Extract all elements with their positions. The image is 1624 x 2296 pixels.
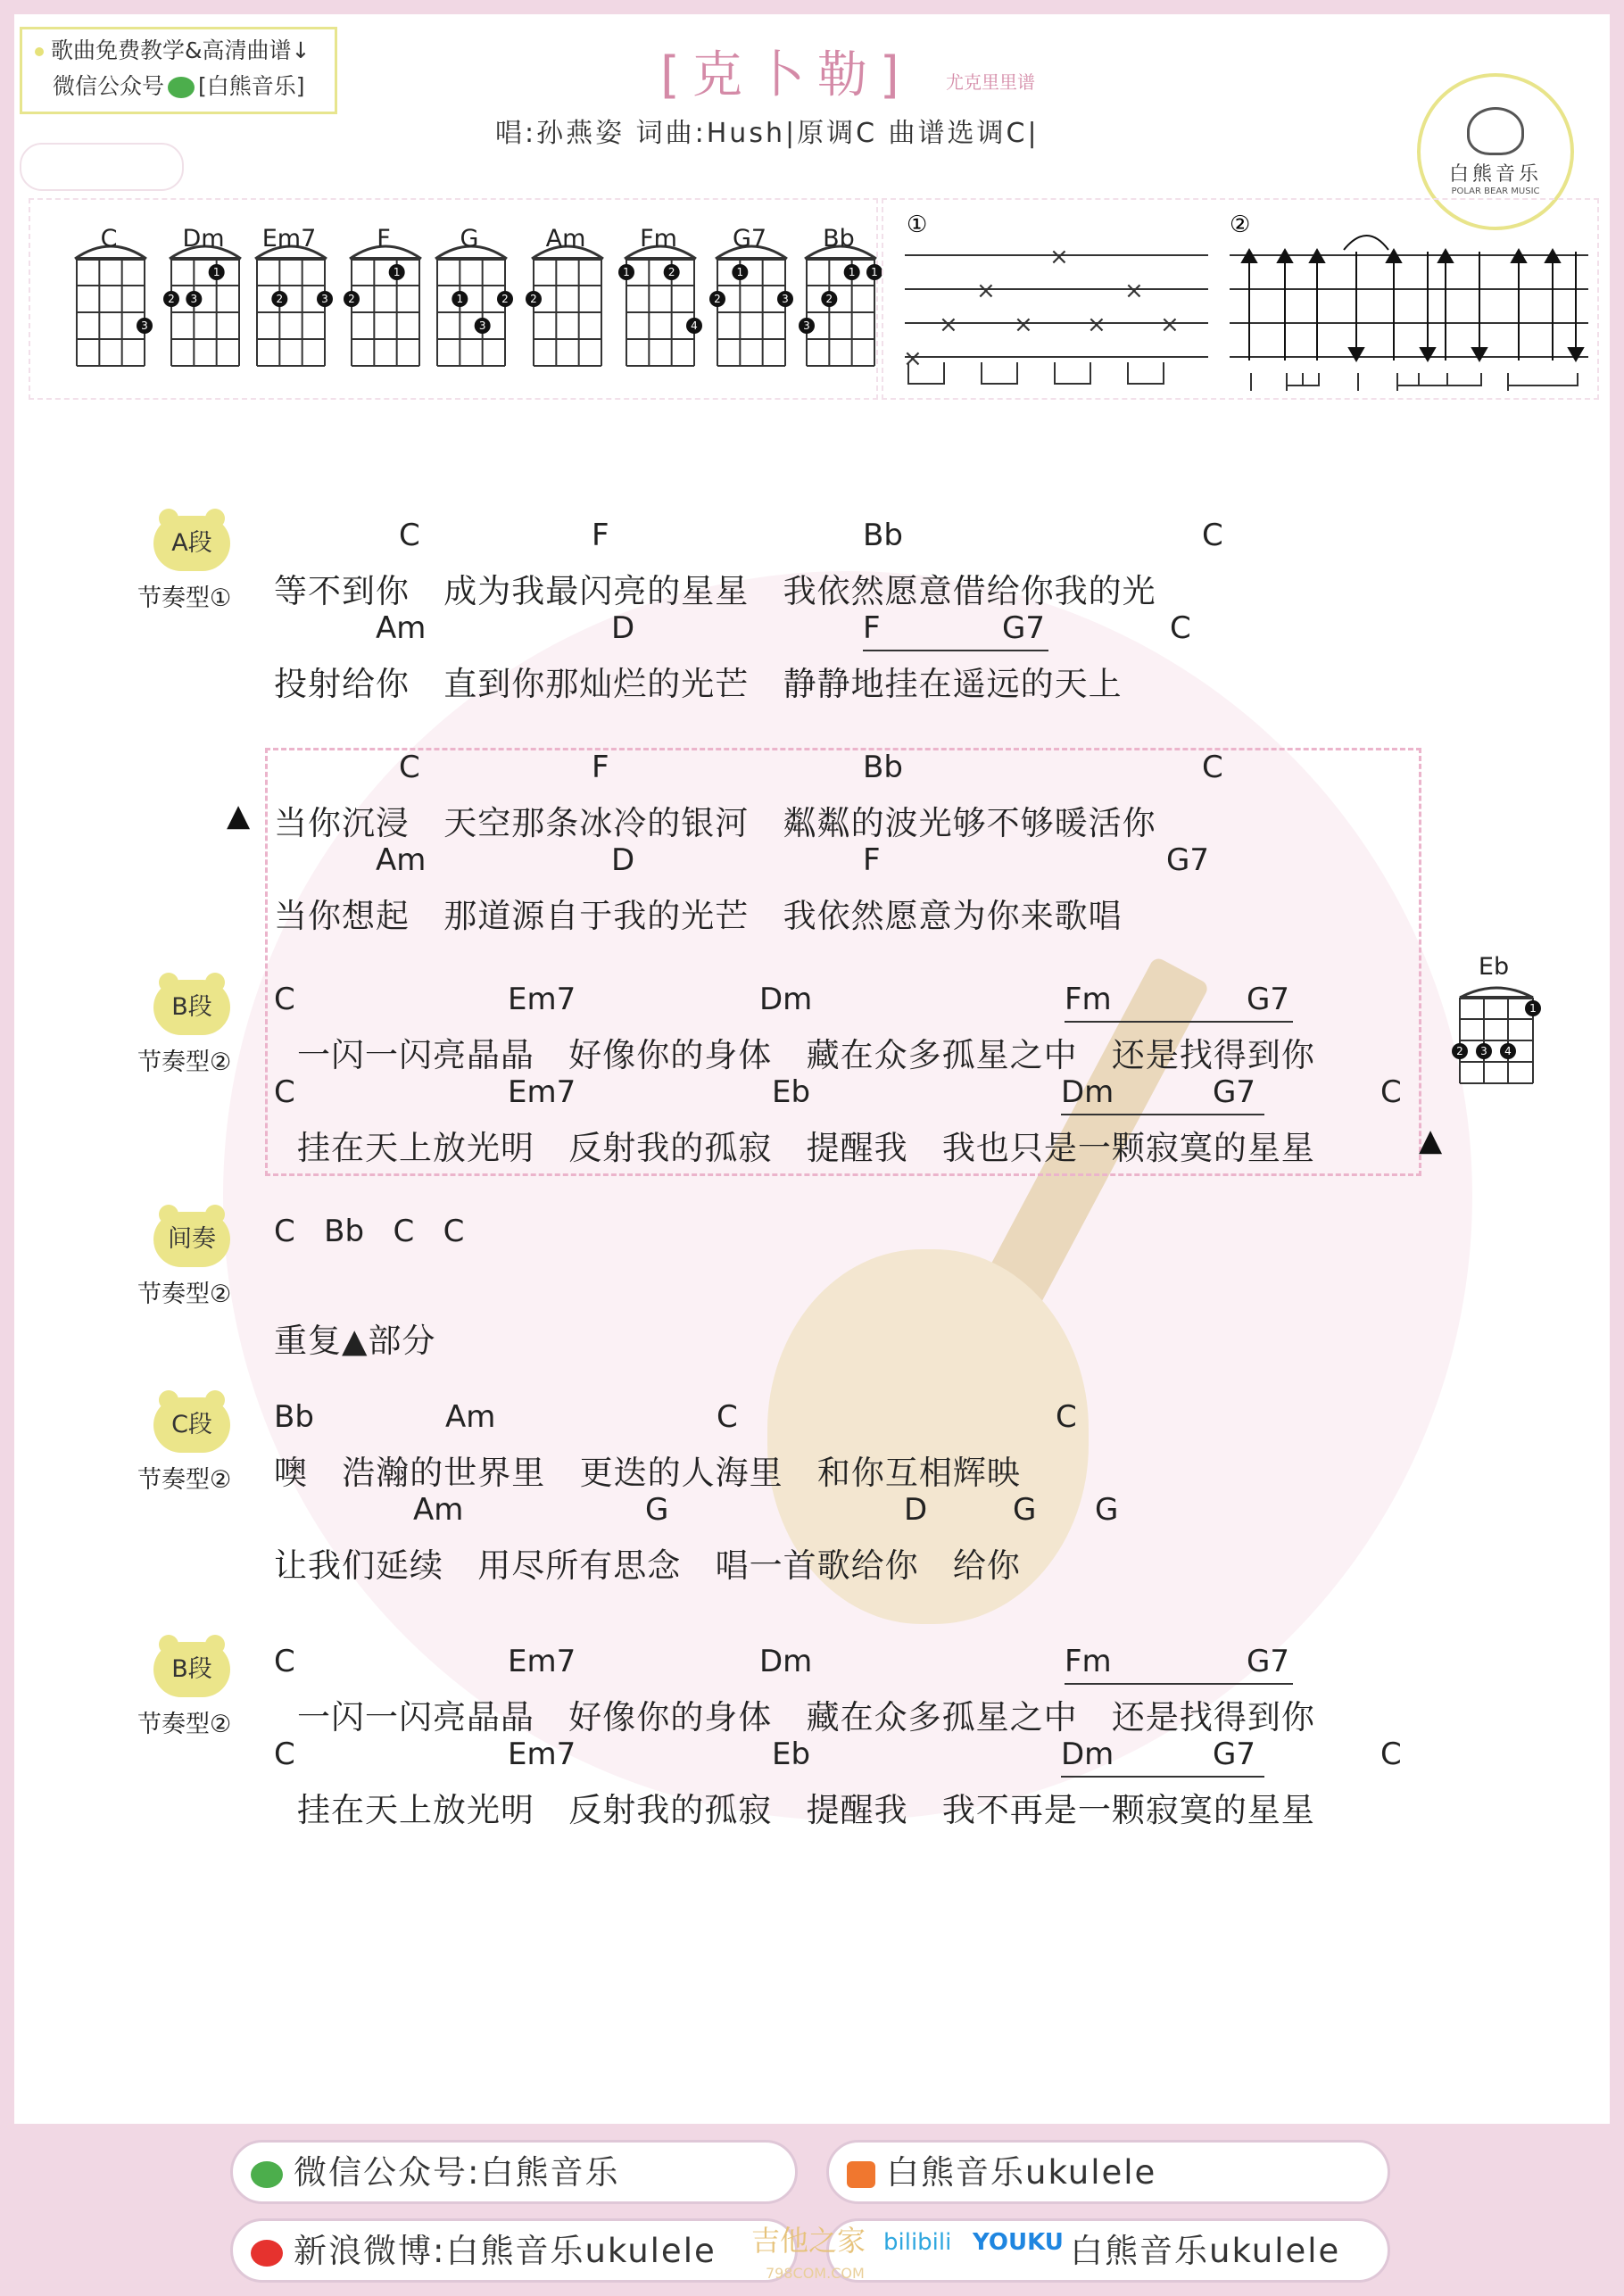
chord-diagram-c	[75, 246, 153, 366]
site-watermark: 吉他之家	[751, 2224, 866, 2258]
side-chord-name: Eb	[1478, 953, 1510, 981]
chord-symbol: C	[274, 1737, 295, 1772]
svg-text:1: 1	[871, 266, 878, 278]
svg-text:×: ×	[903, 345, 923, 372]
chord-diagram-f	[344, 246, 421, 366]
pattern-2-staff	[1230, 255, 1588, 357]
svg-text:3: 3	[141, 319, 148, 332]
chord-symbol: Em7	[508, 1074, 576, 1110]
lyric-line: 当你沉浸 天空那条冰冷的银河 粼粼的波光够不够暖活你	[274, 804, 1156, 842]
lyric-line: 让我们延续 用尽所有思念 唱一首歌给你 给你	[274, 1546, 1021, 1585]
chord-symbol: D	[611, 610, 635, 646]
chord-name-f: F	[377, 225, 391, 253]
svg-text:2: 2	[714, 293, 721, 305]
chord-name-c: C	[100, 225, 118, 253]
chord-symbol: Bb	[863, 750, 903, 785]
side-chord-diagram-eb	[1447, 978, 1545, 1094]
section-badge: C段	[153, 1397, 230, 1453]
chord-symbol: C	[274, 1074, 295, 1110]
strum-pattern-panel	[882, 198, 1599, 400]
rhythm-type-label: 节奏型②	[137, 1466, 232, 1494]
svg-text:4: 4	[691, 319, 698, 332]
footer-taobao-label: 白熊音乐ukulele	[886, 2153, 1157, 2192]
logo-name: 白熊音乐	[1448, 163, 1542, 186]
chord-symbol: C	[1380, 1737, 1402, 1772]
chord-symbol: D	[611, 842, 635, 878]
chord-diagram-bb	[799, 246, 882, 366]
rhythm-type-label: 节奏型②	[137, 1281, 232, 1308]
svg-text:×: ×	[1124, 278, 1144, 304]
chord-symbol: Am	[376, 842, 427, 878]
ukulele-outline-icon	[20, 143, 184, 191]
chord-symbol: C	[1202, 518, 1223, 553]
chord-symbol: G7	[1213, 1737, 1255, 1772]
chord-symbol: C	[1380, 1074, 1402, 1110]
footer-taobao-button[interactable]	[826, 2140, 1390, 2204]
svg-text:×: ×	[939, 311, 958, 338]
chord-grouping-bar	[1061, 1776, 1264, 1778]
chord-symbol: Fm	[1065, 982, 1112, 1017]
chord-name-fm: Fm	[640, 225, 677, 253]
section-badge: 间奏	[153, 1212, 230, 1267]
svg-text:3: 3	[478, 319, 486, 332]
chord-symbol: Am	[376, 610, 427, 646]
weibo-icon	[251, 2240, 283, 2267]
credit-line: 唱:孙燕姿 词曲:Hush|原调C 曲谱选调C|	[495, 118, 1040, 149]
chord-symbol: G7	[1002, 610, 1045, 646]
pattern-1-label: ①	[907, 211, 928, 238]
footer-weibo-label: 新浪微博:白熊音乐ukulele	[294, 2232, 717, 2270]
chord-symbol: C	[274, 982, 295, 1017]
promo-box: 歌曲免费教学&高清曲谱↓ 微信公众号 [白熊音乐]	[20, 27, 337, 114]
song-title: [克卜勒]	[660, 46, 912, 104]
chord-symbol: Am	[445, 1399, 496, 1435]
repeat-instruction: 重复▲部分	[274, 1322, 436, 1360]
lyric-line: 投射给你 直到你那灿烂的光芒 静静地挂在遥远的天上	[274, 665, 1123, 703]
chord-diagram-dm	[163, 246, 241, 366]
svg-text:1: 1	[736, 266, 744, 278]
chord-symbol: G7	[1247, 982, 1289, 1017]
bear-icon	[1467, 107, 1524, 155]
chord-name-g: G	[460, 225, 479, 253]
footer-wechat-label: 微信公众号:白熊音乐	[294, 2153, 620, 2192]
chord-name-g7: G7	[732, 225, 767, 253]
repeat-start-marker: ▲	[227, 798, 251, 833]
svg-text:1: 1	[848, 266, 856, 278]
repeat-end-marker: ▲	[1419, 1123, 1443, 1158]
pattern-1-beams	[908, 362, 1164, 384]
promo-brand: [白熊音乐]	[198, 73, 305, 99]
svg-text:1: 1	[623, 266, 630, 278]
lyric-line: 挂在天上放光明 反射我的孤寂 提醒我 我也只是一颗寂寞的星星	[297, 1129, 1315, 1167]
chord-symbol: C	[1056, 1399, 1077, 1435]
chord-grouping-bar	[1061, 1114, 1264, 1115]
chord-symbol: Em7	[508, 1737, 576, 1772]
chord-symbol: Bb	[863, 518, 903, 553]
footer-wechat-button[interactable]	[230, 2140, 798, 2204]
lyric-line: 挂在天上放光明 反射我的孤寂 提醒我 我不再是一颗寂寞的星星	[297, 1791, 1315, 1829]
lyric-line: 当你想起 那道源自于我的光芒 我依然愿意为你来歌唱	[274, 897, 1123, 935]
chord-diagram-g7	[709, 246, 793, 366]
chord-diagram-g	[435, 246, 513, 366]
chord-symbol: G7	[1166, 842, 1209, 878]
chord-symbol: F	[592, 518, 609, 553]
chord-name-bb: Bb	[823, 225, 855, 253]
chord-symbol: C	[274, 1644, 295, 1679]
pattern-2-label: ②	[1230, 211, 1251, 238]
svg-text:×: ×	[1087, 311, 1106, 338]
wechat-icon	[168, 77, 195, 98]
footer-weibo-button[interactable]	[230, 2218, 798, 2283]
site-watermark-url: 798COM.COM	[766, 2265, 865, 2282]
chord-symbol: Eb	[772, 1074, 811, 1110]
section-badge: A段	[153, 516, 230, 571]
section-badge: B段	[153, 1642, 230, 1697]
chord-symbol: F	[863, 842, 881, 878]
chord-symbol: F	[863, 610, 881, 646]
chord-symbol: C	[717, 1399, 738, 1435]
svg-text:2: 2	[168, 293, 175, 305]
chord-symbol: C	[399, 750, 420, 785]
chord-symbol: Em7	[508, 1644, 576, 1679]
taobao-icon	[847, 2161, 875, 2188]
chord-diagram-em7	[255, 246, 333, 366]
chord-symbol: Am	[413, 1492, 464, 1528]
svg-text:4: 4	[1504, 1045, 1512, 1057]
svg-text:3: 3	[1480, 1045, 1487, 1057]
chord-symbol: C	[399, 518, 420, 553]
svg-text:×: ×	[1049, 244, 1069, 270]
section-badge: B段	[153, 980, 230, 1035]
bilibili-logo: bilibili	[883, 2229, 952, 2256]
chord-name-em7: Em7	[261, 225, 317, 253]
svg-text:1: 1	[456, 293, 464, 305]
svg-text:1: 1	[212, 266, 220, 278]
svg-text:2: 2	[1456, 1045, 1463, 1057]
chord-diagram-am	[526, 246, 603, 366]
chord-grouping-bar	[1065, 1683, 1293, 1685]
chord-symbol: Dm	[759, 1644, 813, 1679]
chord-symbol: G7	[1213, 1074, 1255, 1110]
chord-symbol: Dm	[759, 982, 813, 1017]
chord-symbol: Fm	[1065, 1644, 1112, 1679]
chord-name-am: Am	[545, 225, 586, 253]
svg-text:2: 2	[276, 293, 284, 305]
chord-symbol: Em7	[508, 982, 576, 1017]
strum-patterns-svg	[883, 200, 1597, 398]
logo-name-en: POLAR BEAR MUSIC	[1451, 186, 1540, 196]
promo-line1: 歌曲免费教学&高清曲谱	[51, 37, 292, 63]
svg-text:2: 2	[348, 293, 355, 305]
wechat-icon	[251, 2161, 283, 2188]
svg-text:3: 3	[782, 293, 789, 305]
chord-symbol: G	[1013, 1492, 1037, 1528]
promo-line2: 微信公众号	[53, 73, 165, 99]
rhythm-type-label: 节奏型②	[137, 1049, 232, 1076]
pattern-1-staff	[905, 255, 1208, 357]
svg-text:×: ×	[1014, 311, 1033, 338]
chord-symbol: C	[1202, 750, 1223, 785]
chord-symbol: F	[592, 750, 609, 785]
chord-symbol: G	[645, 1492, 669, 1528]
chord-symbol: D	[904, 1492, 928, 1528]
svg-text:1: 1	[1529, 1002, 1537, 1015]
chord-grouping-bar	[1065, 1021, 1293, 1023]
rhythm-type-label: 节奏型②	[137, 1711, 232, 1738]
lyric-line: 一闪一闪亮晶晶 好像你的身体 藏在众多孤星之中 还是找得到你	[297, 1698, 1315, 1737]
lyric-line: 等不到你 成为我最闪亮的星星 我依然愿意借给你我的光	[274, 572, 1156, 610]
chord-name-dm: Dm	[182, 225, 225, 253]
svg-text:2: 2	[530, 293, 537, 305]
chord-symbol: Bb	[274, 1399, 314, 1435]
svg-text:3: 3	[190, 293, 198, 305]
svg-text:3: 3	[803, 319, 810, 332]
svg-text:×: ×	[976, 278, 996, 304]
rhythm-type-label: 节奏型①	[137, 584, 232, 612]
chord-symbol: C Bb C C	[274, 1214, 465, 1249]
chord-diagram-fm	[618, 246, 702, 366]
pattern-1-marks	[903, 244, 1180, 372]
bullet-icon	[35, 47, 44, 56]
svg-text:2: 2	[667, 266, 675, 278]
svg-text:×: ×	[1160, 311, 1180, 338]
svg-text:3: 3	[321, 293, 328, 305]
chord-symbol: G	[1095, 1492, 1119, 1528]
svg-text:1: 1	[393, 266, 401, 278]
chord-grouping-bar	[863, 650, 1048, 651]
lyric-line: 噢 浩瀚的世界里 更迭的人海里 和你互相辉映	[274, 1454, 1021, 1492]
chord-symbol: Eb	[772, 1737, 811, 1772]
lyric-line: 一闪一闪亮晶晶 好像你的身体 藏在众多孤星之中 还是找得到你	[297, 1036, 1315, 1074]
youku-logo: YOUKU	[973, 2229, 1064, 2256]
title-sub: 尤克里里谱	[946, 71, 1035, 93]
svg-text:2: 2	[825, 293, 833, 305]
svg-text:2: 2	[501, 293, 509, 305]
footer-video-label: 白熊音乐ukulele	[1070, 2232, 1341, 2270]
pattern-2-beams	[1251, 373, 1578, 391]
chord-symbol: Dm	[1061, 1737, 1114, 1772]
chord-symbol: Dm	[1061, 1074, 1114, 1110]
chord-symbol: C	[1170, 610, 1191, 646]
chord-symbol: G7	[1247, 1644, 1289, 1679]
